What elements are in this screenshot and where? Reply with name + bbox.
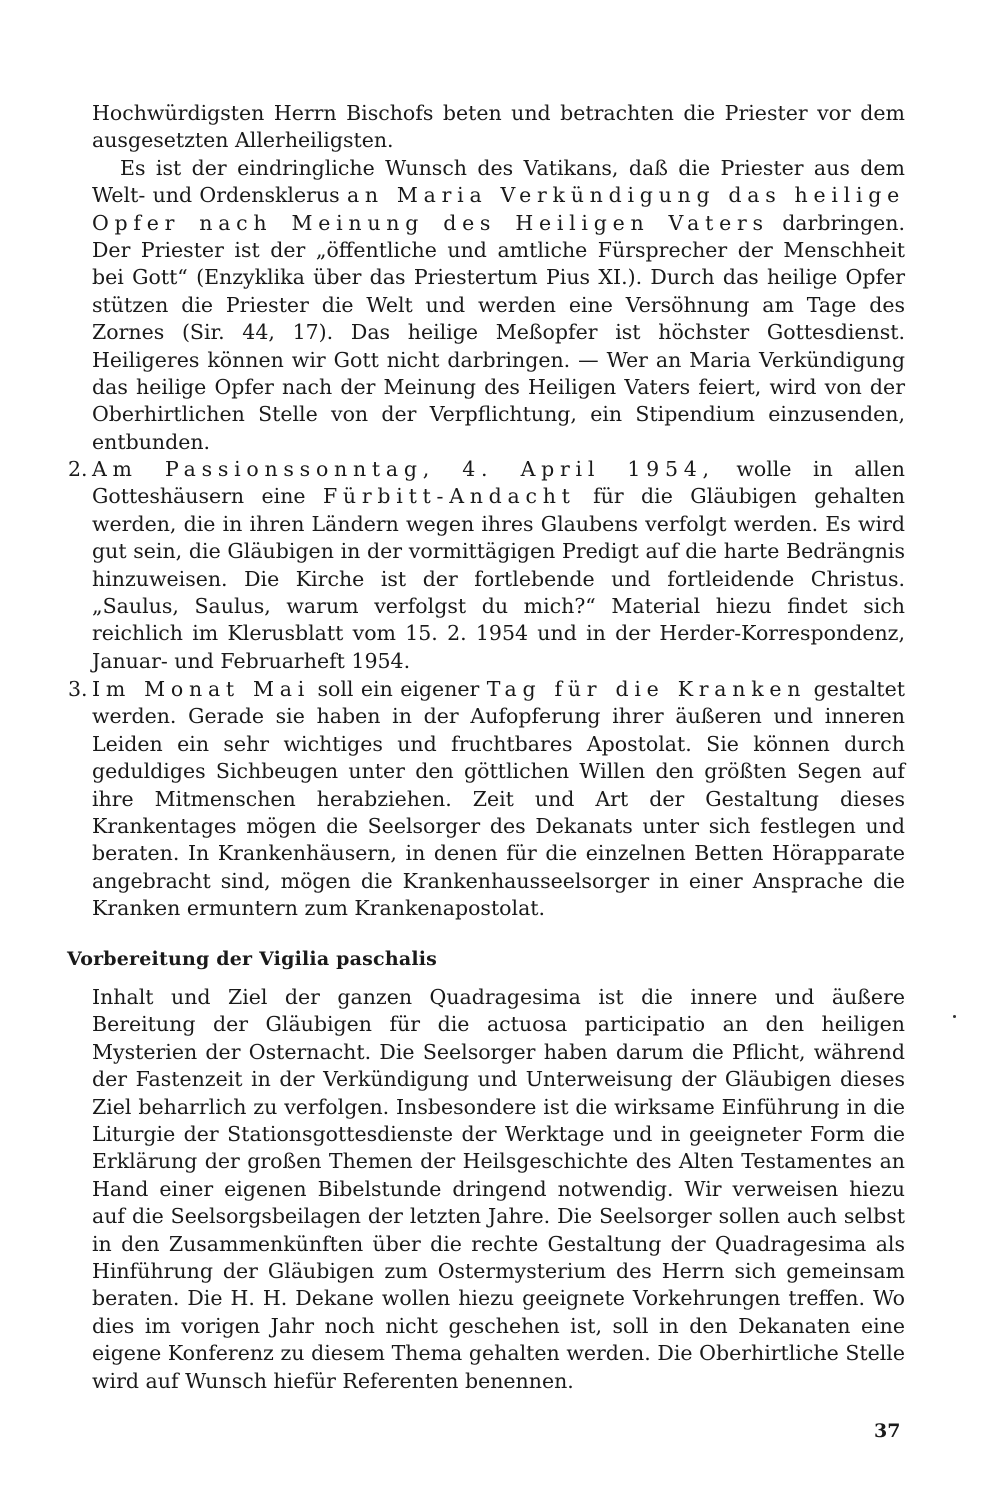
list-item-text — [92, 456, 905, 675]
section-heading: Vorbereitung der Vigilia paschalis — [67, 948, 438, 970]
list-item — [68, 676, 905, 923]
list-item — [68, 456, 905, 675]
print-speck — [953, 1015, 956, 1018]
intro-block — [92, 100, 905, 456]
intro-paragraph-1: Hochwürdigsten Herrn Bischofs beten und betrachten die Priester vor dem ausgesetzten Allerheiligsten. — [92, 101, 905, 153]
section-body: Inhalt und Ziel der ganzen Quadragesima ist die innere und äußere Bereitung der Gläubigen für die actuosa participatio an den heiligen Mysterien der Osternacht. Die Seelsorger haben darum die Pflicht, während der Fastenzeit in der Verkündigung und Unterweisung der Gläubigen dieses Ziel beharrlich zu verfolgen. Insbesondere ist die wirksame Einführung in die Liturgie der Stationsgottesdienste der Werktage und in geeigneter Form die Erklärung der großen Themen der Heilsgeschichte des Alten Testamentes an Hand einer eigenen Bibelstunde dringend notwendig. Wir verweisen hiezu auf die Seelsorgsbeilagen der letzten Jahre. Die Seelsorger sollen auch selbst in den Zusammenkünften über die rechte Gestaltung der Quadragesima als Hinführung der Gläubigen zum Ostermysterium des Herrn sich gemeinsam beraten. Die H. H. Dekane wollen hiezu geeignete Vorkehrungen treffen. Wo dies im vorigen Jahr noch nicht geschehen ist, soll in den Dekanaten eine eigene Konferenz zu diesem Thema gehalten werden. Die Oberhirtliche Stelle wird auf Wunsch hiefür Referenten benennen. — [92, 985, 905, 1393]
list-text-segment: für die Gläubigen gehalten werden, die in ihren Ländern wegen ihres Glaubens verfolgt werden. Es wird gut sein, die Gläubigen in der vormittägigen Predigt auf die harte Bedrängnis hinzuweisen. Die Kirche ist der fortlebende und fortleidende Christus. „Saulus, Saulus, warum verfolgst du mich?“ Material hiezu findet sich reichlich im Klerusblatt vom 15. 2. 1954 und in der Herder-Korrespondenz, Januar- und Februarheft 1954. — [92, 484, 905, 673]
section-body-block — [92, 984, 905, 1395]
list-item-number: 3. — [68, 677, 88, 701]
list-item-number: 2. — [68, 457, 88, 481]
list-text-segment: wolle in allen Gotteshäusern eine — [92, 457, 905, 509]
list-text-segment: soll ein eigener — [310, 677, 487, 701]
emphasis-term: Fürbitt-Andacht — [322, 484, 576, 509]
emphasis-month: Im Monat Mai — [92, 677, 311, 701]
page-number: 37 — [874, 1420, 901, 1442]
intro-spaced-text: an Maria Verkündigung das heilige Opfer nach Meinung des Heiligen Vaters — [92, 183, 905, 235]
emphasis-date: Am Passionssonntag, 4. April 1954, — [92, 457, 715, 481]
intro-text-a: Es ist der eindringliche Wunsch des Vatikans, daß die Priester aus dem Welt- und Ordensklerus — [92, 155, 905, 208]
intro-text-b: darbringen. Der Priester ist der „öffentliche und amtliche Fürsprecher der Menschheit bei Gott“ (Enzyklika über das Priestertum Pius XI.). Durch das heilige Opfer stützen die Priester die Welt und werden eine Versöhnung am Tage des Zornes (Sir. 44, 17). Das heilige Meßopfer ist höchster Gottesdienst. Heiligeres können wir Gott nicht darbringen. — Wer an Maria Verkündigung das heilige Opfer nach der Meinung des Heiligen Vaters feiert, wird von der Oberhirtlichen Stelle von der Verpflichtung, ein Stipendium einzusenden, entbunden. — [92, 210, 905, 454]
list-item-2 — [68, 456, 905, 675]
list-text-segment: gestaltet werden. Gerade sie haben in der Aufopferung ihrer äußeren und inneren Leiden ein sehr wichtiges und fruchtbares Apostolat. Sie können durch geduldiges Sichbeugen unter den göttlichen Willen den größten Segen auf ihre Mitmenschen herabziehen. Zeit und Art der Gestaltung dieses Krankentages mögen die Seelsorger des Dekanats unter sich festlegen und beraten. In Krankenhäusern, in denen für die einzelnen Betten Hörapparate angebracht sind, mögen die Krankenhausseelsorger in einer Ansprache die Kranken ermuntern zum Krankenapostolat. — [92, 677, 905, 921]
list-item-text — [92, 676, 905, 923]
list-item-3 — [68, 676, 905, 923]
emphasis-term: Tag für die Kranken — [486, 677, 807, 701]
intro-paragraph-2 — [92, 155, 905, 456]
